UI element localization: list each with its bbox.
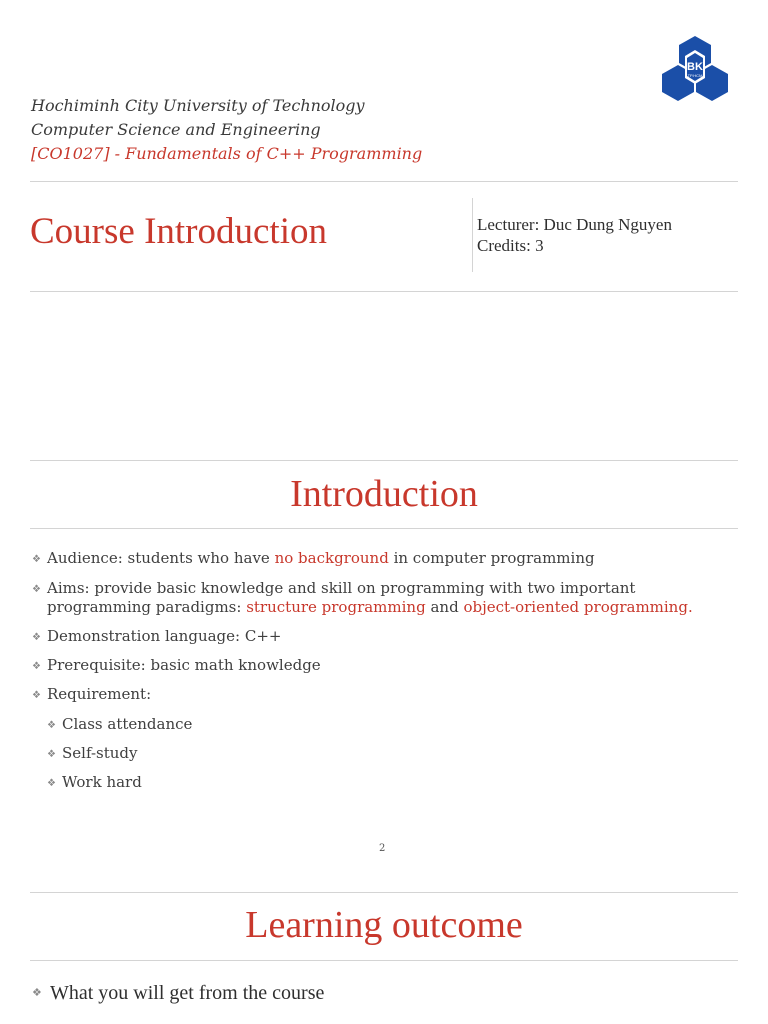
bullet-text: Prerequisite: basic math knowledge — [47, 656, 321, 674]
bullet-text: Demonstration language: C++ — [47, 627, 282, 645]
bullet-text: and — [425, 598, 464, 616]
logo-subtext: TP.HCM — [687, 73, 703, 78]
bullet-diamond-icon: ❖ — [32, 661, 41, 672]
divider — [30, 181, 738, 182]
credits-label: Credits: 3 — [477, 236, 544, 255]
bullet-diamond-icon: ❖ — [47, 778, 56, 789]
bullet-diamond-icon: ❖ — [32, 987, 42, 999]
bullet-text: Requirement: — [47, 685, 152, 703]
highlight-text: object-oriented programming. — [463, 598, 693, 616]
bullet-audience — [32, 549, 727, 568]
bullet-diamond-icon: ❖ — [32, 584, 41, 595]
logo-text: BK — [687, 61, 703, 73]
bullet-diamond-icon: ❖ — [47, 720, 56, 731]
highlight-text: structure programming — [246, 598, 426, 616]
section-title-learning-outcome: Learning outcome — [245, 904, 523, 946]
sub-bullet-attendance — [47, 715, 193, 734]
bullet-diamond-icon: ❖ — [32, 690, 41, 701]
bullet-text: Class attendance — [62, 715, 193, 733]
divider — [30, 892, 738, 893]
page-number: 2 — [379, 843, 386, 854]
bullet-diamond-icon: ❖ — [47, 749, 56, 760]
bullet-what-you-get — [32, 982, 325, 1005]
divider — [30, 460, 738, 461]
bullet-text: What you will get from the course — [50, 982, 325, 1004]
course-code: [CO1027] - Fundamentals of C++ Programming — [31, 144, 423, 163]
bullet-diamond-icon: ❖ — [32, 632, 41, 643]
bullet-text: in computer programming — [388, 549, 595, 567]
bullet-prerequisite — [32, 656, 727, 675]
lecturer-label: Lecturer: Duc Dung Nguyen — [477, 215, 672, 234]
divider — [30, 528, 738, 529]
bullet-text: Self-study — [62, 744, 138, 762]
vertical-divider — [472, 198, 473, 272]
bullet-demo-language — [32, 627, 727, 646]
divider — [30, 960, 738, 961]
section-title-introduction: Introduction — [290, 473, 478, 515]
bullet-requirement — [32, 685, 727, 704]
highlight-text: no background — [274, 549, 389, 567]
sub-bullet-self-study — [47, 744, 138, 763]
bullet-aims — [32, 579, 727, 617]
bullet-text: Work hard — [62, 773, 142, 791]
faculty-name: Computer Science and Engineering — [31, 120, 321, 139]
divider — [30, 291, 738, 292]
sub-bullet-work-hard — [47, 773, 142, 792]
bullet-text: Aims: provide basic knowledge and skill on programming with two important programming paradigms: — [47, 579, 636, 616]
university-name: Hochiminh City University of Technology — [31, 96, 365, 115]
bullet-text: Audience: students who have — [47, 549, 275, 567]
bk-university-logo — [661, 34, 729, 102]
bullet-diamond-icon: ❖ — [32, 554, 41, 565]
slide-title: Course Introduction — [30, 211, 327, 252]
